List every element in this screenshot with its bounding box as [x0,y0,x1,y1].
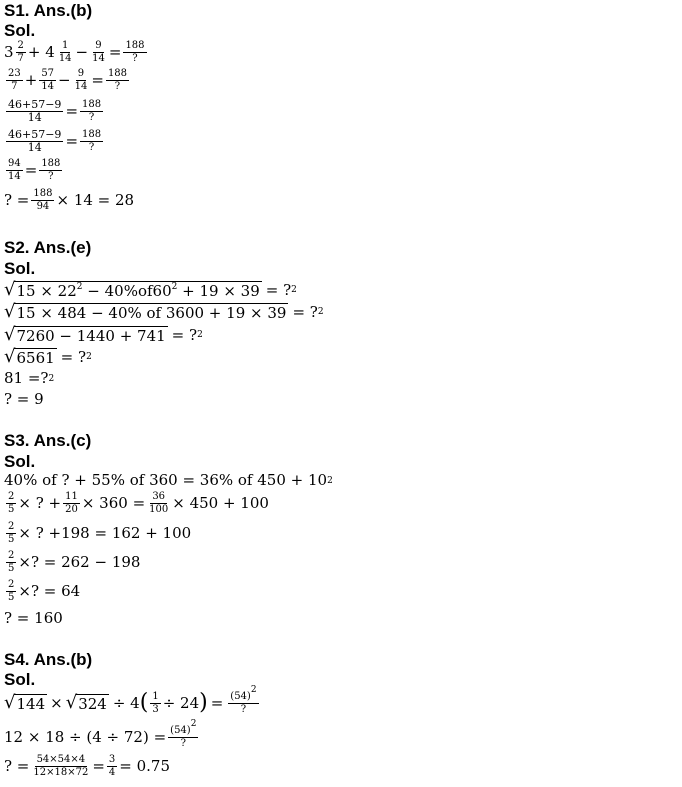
operator: + [24,71,38,89]
expression-text: = ? [171,325,198,344]
fraction: $\frac{57}{14}$ [41,68,55,92]
operator: − [75,43,89,61]
s4-line-1 [4,685,261,716]
expression-text: × 360 = [81,494,146,512]
s1-sol-label: Sol. [4,21,36,40]
fraction: $\frac{1}{14}$ [58,40,72,64]
s2-heading: S2. Ans.(e) [4,238,92,257]
s2-line-5: 81 =? 2 [4,369,55,387]
equals: = [65,132,79,150]
expression-text: = ? [292,302,318,321]
s3-line-1: 40% of ? + 55% of 360 = 36% of 450 + 10 2 [4,471,333,489]
s1-heading: S1. Ans.(b) [4,1,93,20]
operator: + 4 [27,43,55,61]
square-root: √ 6561 [4,346,55,367]
fraction: $\frac{2}{5}$ [8,579,15,603]
square-root: √ $15 \times 22^2 - 40\%of60^2 + 19 \times 39$ [4,279,260,300]
fraction: $\frac{188}{?}$ [41,158,61,182]
operator: − [58,71,71,89]
fraction: $\frac{188}{?}$ [125,40,145,64]
s4-sol-label: Sol. [4,670,36,689]
s1-line-3 [4,99,105,124]
s3-line-5 [4,579,80,604]
fraction: $\frac{54\times 54\times 4}{12\times 18\times 72}$ [33,754,89,778]
open-paren: ( [139,690,149,715]
expression-text: ×? = 262 − 198 [18,553,141,571]
expression-text: ? = [4,757,30,775]
fraction: $\frac{46+57-9}{14}$ [8,98,62,124]
fraction: $\frac{188}{?}$ [107,68,128,92]
fraction: $\frac{(54)^2}{?}$ [230,685,257,715]
operator: × [50,693,63,712]
s2-line-6 [4,392,44,407]
fraction: $\frac{36}{100}$ [149,491,169,515]
s1-line-1 [4,40,149,65]
s3-heading: S3. Ans.(c) [4,431,92,450]
s2-line-2: √ 15 × 484 − 40% of 3600 + 19 × 39 = ? 2 [4,301,324,322]
equals: = [210,693,224,712]
fraction: $\frac{2}{5}$ [8,491,15,515]
expression-text: ÷ 24 [162,693,200,712]
s4-heading: S4. Ans.(b) [4,650,93,669]
equals: = [91,71,104,89]
expression-text: × ? + [18,494,62,512]
s2-sol-label: Sol. [4,259,36,278]
expression-text: 12 × 18 ÷ (4 ÷ 72) = [4,727,167,746]
square-root: √ 144 [4,692,46,713]
square-root: √ 15 × 484 − 40% of 3600 + 19 × 39 [4,301,287,322]
s4-line-2 [4,719,200,750]
fraction: $\frac{188}{94}$ [33,188,53,212]
expression-text: ? = 9 [4,390,44,408]
s2-line-3: √ 7260 − 1440 + 741 = ? 2 [4,324,203,345]
expression-text: ×? = 64 [18,582,81,600]
fraction: $\frac{(54)^2}{?}$ [170,719,197,749]
expression-text: × ? +198 = 162 + 100 [18,524,192,542]
fraction: $\frac{2}{7}$ [17,40,24,64]
s3-line-4 [4,550,140,575]
expression-text: 81 =? [4,369,49,387]
fraction: $\frac{46+57-9}{14}$ [8,128,62,154]
expression-text: × 450 + 100 [172,494,269,512]
whole-number: 3 [4,43,14,61]
fraction: $\frac{188}{?}$ [82,129,102,153]
fraction: $\frac{1}{3}$ [152,690,159,715]
fraction: $\frac{3}{4}$ [108,754,116,778]
s3-line-3 [4,521,191,546]
s3-sol-label: Sol. [4,452,36,471]
expression-text: ÷ 4 [112,693,140,712]
expression-text: ? = [4,191,30,209]
close-paren: ) [199,690,208,715]
fraction: $\frac{2}{5}$ [8,550,15,574]
fraction: $\frac{94}{14}$ [8,158,21,182]
equals: = [92,757,105,775]
s1-line-2 [4,68,131,93]
equals: = [65,102,79,120]
fraction: $\frac{23}{7}$ [8,68,21,92]
equals: = [108,43,122,61]
s3-line-2 [4,491,269,516]
s4-line-3 [4,754,170,779]
fraction: $\frac{188}{?}$ [82,99,102,123]
expression-text: = 0.75 [119,757,171,775]
fraction: $\frac{9}{14}$ [74,68,88,92]
expression-text: = ? [265,280,292,299]
fraction: $\frac{11}{20}$ [65,491,78,515]
expression-text: = ? [60,347,87,366]
square-root: √ 7260 − 1440 + 741 [4,324,166,345]
expression-text: 40% of ? + 55% of 360 = 36% of 450 + 10 [4,471,328,489]
fraction: $\frac{9}{14}$ [92,40,105,64]
s1-line-6 [4,188,134,213]
s1-line-5 [4,158,64,183]
s2-line-1: √ $15 \times 22^2 - 40\%of60^2 + 19 \times 39$ = ? 2 [4,279,297,300]
equals: = [24,161,38,179]
s1-line-4 [4,129,105,154]
fraction: $\frac{2}{5}$ [8,521,15,545]
s2-line-4: √ 6561 = ? 2 [4,346,92,367]
expression-text: × 14 = 28 [56,191,135,209]
square-root: √ 324 [65,692,107,713]
expression-text: ? = 160 [4,609,63,627]
s3-line-6 [4,611,63,626]
